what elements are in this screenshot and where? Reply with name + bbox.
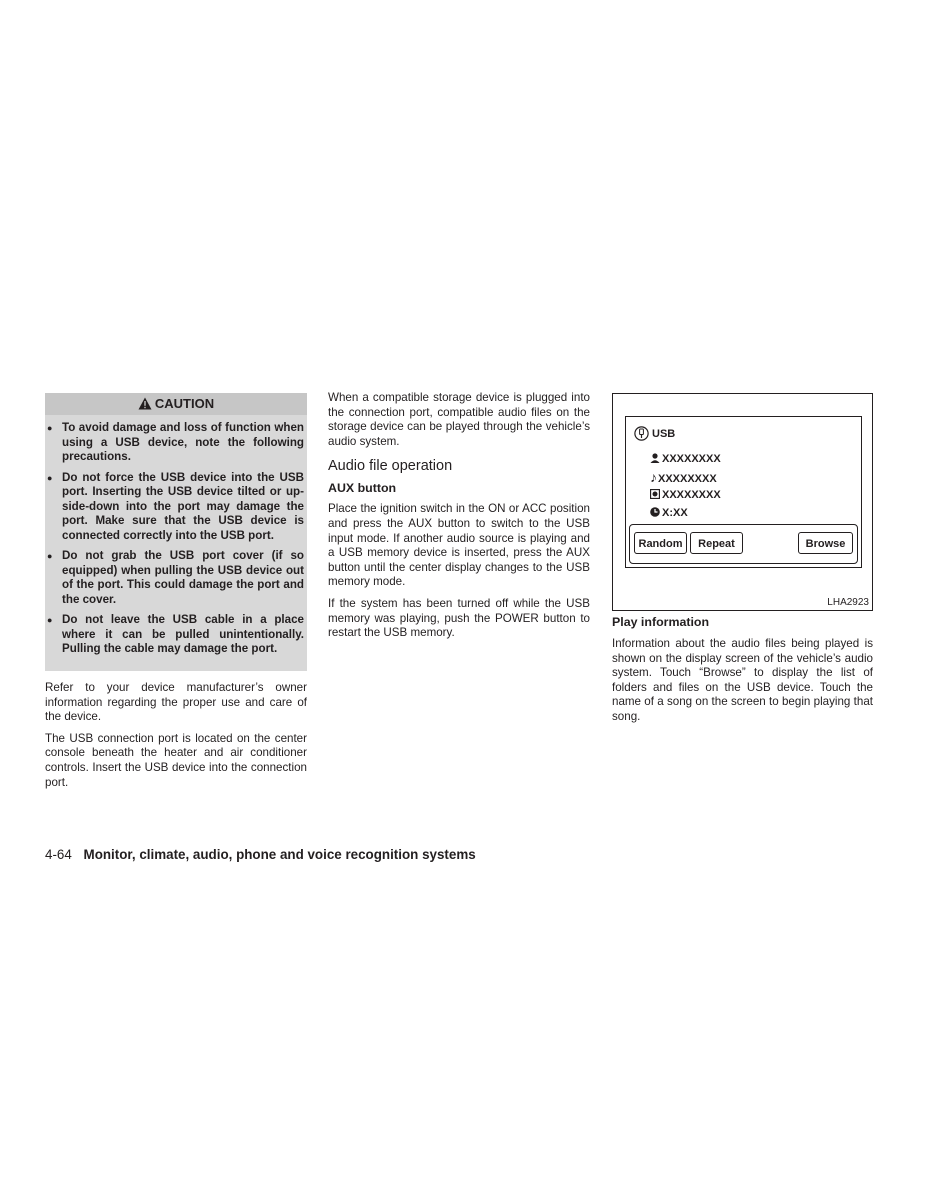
caution-list — [45, 415, 307, 657]
artist-name: XXXXXXXX — [662, 453, 721, 465]
caution-item: ● Do not grab the USB port cover (if so equipped) when pulling the USB device out of the port. This could damage the port and the cover. — [62, 549, 304, 607]
usb-icon — [634, 426, 649, 445]
play-information-heading: Play information — [612, 615, 710, 629]
album-name: XXXXXXXX — [662, 489, 721, 501]
usb-port-location-paragraph: The USB connection port is located on the center console beneath the heater and air conditioner controls. Insert the USB device into the connection port. — [45, 731, 307, 789]
intro-paragraph: When a compatible storage device is plugged into the connection port, compatible audio files on the storage device can be played through the vehicle’s audio system. — [328, 391, 590, 448]
song-row — [650, 471, 717, 486]
usb-screen-figure — [612, 393, 873, 611]
artist-row — [650, 453, 721, 467]
album-row — [650, 489, 721, 503]
page-number: 4-64 — [45, 847, 72, 862]
display-screen — [625, 416, 862, 568]
page-footer — [45, 847, 476, 863]
elapsed-time: X:XX — [662, 507, 688, 519]
power-paragraph: If the system has been turned off while the USB memory was playing, push the POWER button to restart the USB memory. — [328, 596, 590, 640]
aux-paragraph: Place the ignition switch in the ON or ACC position and press the AUX button to switch to the USB input mode. If another audio source is playing and a USB memory device is inserted, press the AUX button until the center display changes to the USB memory mode. — [328, 502, 590, 589]
clock-icon — [650, 507, 660, 521]
time-row — [650, 507, 688, 521]
owner-info-paragraph: Refer to your device manufacturer’s owner information regarding the proper use and care of the device. — [45, 681, 307, 724]
caution-header — [45, 393, 307, 415]
figure-label: LHA2923 — [827, 597, 869, 608]
person-icon — [650, 453, 660, 467]
audio-file-operation-heading: Audio file operation — [328, 458, 453, 475]
left-column-text — [45, 681, 307, 790]
source-row — [634, 426, 675, 445]
caution-item: ● Do not force the USB device into the USB port. Inserting the USB device tilted or up-side-down into the port may damage the port. Make sure that the USB device is connected correctly into the USB port. — [62, 471, 304, 544]
browse-button[interactable]: Browse — [798, 532, 853, 554]
right-column — [612, 614, 873, 725]
album-icon — [650, 489, 660, 503]
play-information-paragraph: Information about the audio files being played is shown on the display screen of the vehicle’s audio system. Touch “Browse” to display the list of folders and files on the USB device. Touch the name of a song on the screen to begin playing that song. — [612, 637, 873, 723]
source-label: USB — [652, 428, 676, 440]
caution-box — [45, 393, 307, 671]
middle-column — [328, 391, 590, 641]
aux-button-heading: AUX button — [328, 481, 397, 496]
random-button[interactable]: Random — [634, 532, 687, 554]
music-note-icon: ♪ — [650, 469, 657, 485]
section-title: Monitor, climate, audio, phone and voice recognition systems — [83, 847, 476, 862]
warning-triangle-icon — [138, 395, 152, 417]
song-name: XXXXXXXX — [658, 473, 717, 485]
button-bar — [629, 524, 858, 564]
caution-title: CAUTION — [154, 396, 215, 411]
repeat-button[interactable]: Repeat — [690, 532, 743, 554]
caution-item: ● Do not leave the USB cable in a place where it can be pulled unintentionally. Pulling the cable may damage the port. — [62, 613, 304, 657]
caution-item: ● To avoid damage and loss of function when using a USB device, note the following precautions. — [62, 421, 304, 465]
